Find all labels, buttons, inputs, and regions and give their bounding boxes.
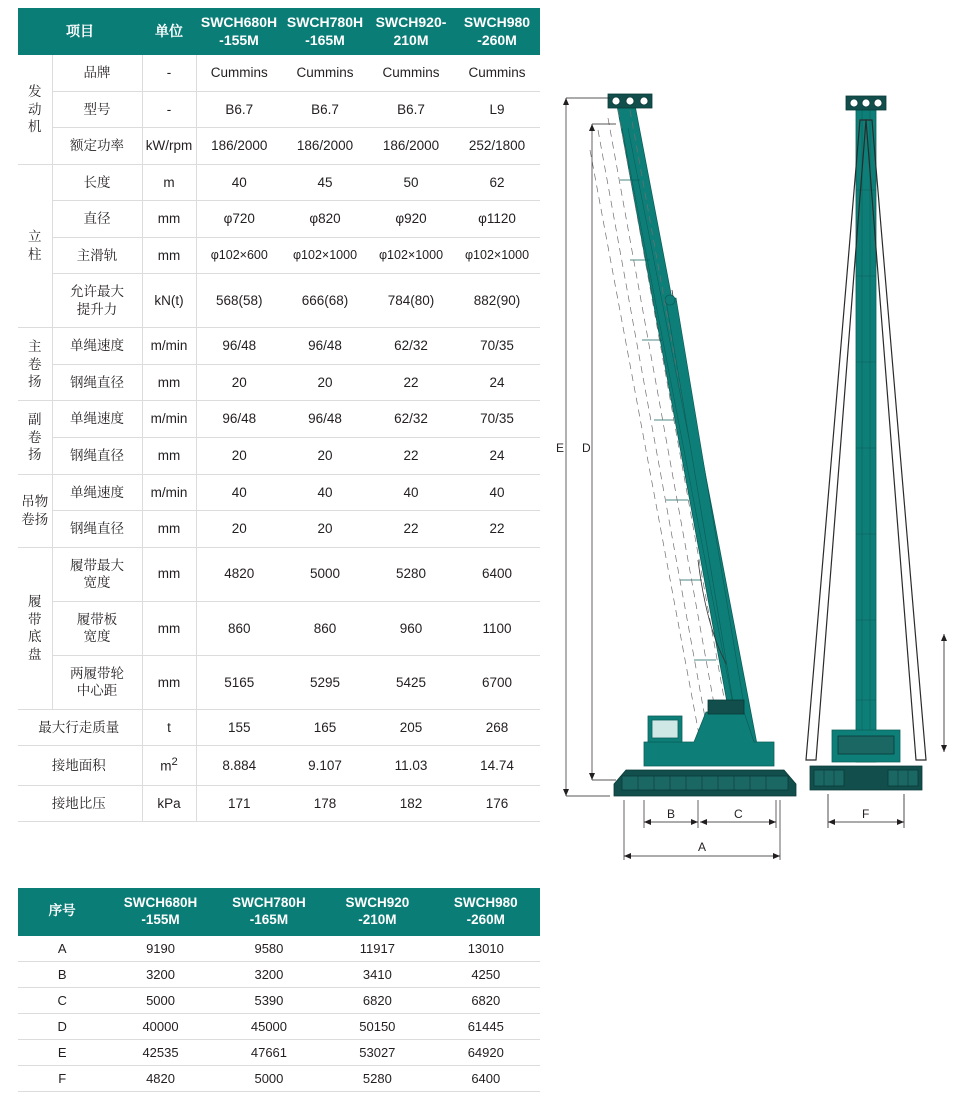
table-row: [18, 474, 540, 511]
group-label-mast: [18, 164, 52, 328]
row-value: 5295: [282, 655, 368, 709]
dimension-label-F: F: [862, 807, 870, 821]
row-value: B6.7: [282, 91, 368, 128]
row-value: 171: [196, 785, 282, 822]
header-model-4: [454, 8, 540, 55]
row-value: 178: [282, 785, 368, 822]
row-value: 24: [454, 438, 540, 475]
row-item: 最大行走质量: [18, 709, 142, 746]
group-char: 带: [28, 611, 42, 627]
dim-value: 42535: [106, 1039, 214, 1065]
row-unit: m: [142, 164, 196, 201]
row-value: 70/35: [454, 401, 540, 438]
dim-header-model-3-line1: SWCH920: [345, 895, 410, 910]
table-row: [18, 746, 540, 785]
row-item: 品牌: [52, 55, 142, 91]
table-row: [18, 547, 540, 601]
table-row: [18, 655, 540, 709]
dim-value: 45000: [215, 1013, 323, 1039]
group-char: 扬: [28, 447, 42, 463]
row-item-line2: 提升力: [76, 301, 118, 317]
dim-table-header: [18, 888, 540, 936]
side-view-mast: [608, 94, 760, 762]
table-row: [18, 709, 540, 746]
row-unit: mm: [142, 655, 196, 709]
row-value: 155: [196, 709, 282, 746]
row-item: 长度: [52, 164, 142, 201]
dim-header-model-3: [323, 888, 431, 936]
dim-header-model-1: [106, 888, 214, 936]
group-char: 盘: [28, 646, 42, 662]
row-item-line1: 履带最大: [70, 557, 124, 573]
row-value: 165: [282, 709, 368, 746]
row-value: 62/32: [368, 401, 454, 438]
dim-label: D: [18, 1013, 106, 1039]
row-value: 9.107: [282, 746, 368, 785]
dim-value: 5280: [323, 1065, 431, 1091]
group-char: 吊物: [21, 494, 49, 510]
table-row: [18, 237, 540, 274]
row-unit: mm: [142, 201, 196, 238]
dim-label: C: [18, 987, 106, 1013]
row-value: 24: [454, 364, 540, 401]
row-value: 96/48: [196, 401, 282, 438]
row-value: 860: [282, 601, 368, 655]
row-value: φ102×1000: [368, 237, 454, 274]
row-value: 5280: [368, 547, 454, 601]
dim-header-model-2-line1: SWCH780H: [232, 895, 306, 910]
table-row: [18, 1013, 540, 1039]
group-label-engine: [18, 55, 52, 164]
header-model-1-line1: SWCH680H: [200, 14, 278, 30]
header-model-2: [282, 8, 368, 55]
table-row: [18, 1039, 540, 1065]
row-value: φ102×1000: [282, 237, 368, 274]
row-item-line2: 宽度: [83, 575, 111, 591]
row-item: [52, 547, 142, 601]
row-value: 960: [368, 601, 454, 655]
dimension-label-A: A: [698, 840, 707, 854]
row-value: 5000: [282, 547, 368, 601]
row-unit: mm: [142, 601, 196, 655]
row-value: 20: [282, 438, 368, 475]
table-row: [18, 364, 540, 401]
dim-header-model-4-line1: SWCH980: [453, 895, 518, 910]
row-value: 22: [368, 438, 454, 475]
unit-base: m: [160, 758, 172, 774]
row-item: [52, 601, 142, 655]
row-item: 单绳速度: [52, 401, 142, 438]
row-item: 主滑轨: [52, 237, 142, 274]
group-char: 卷: [28, 429, 42, 445]
table-row: [18, 936, 540, 962]
group-label-hoist-winch: [18, 474, 52, 547]
row-item: 型号: [52, 91, 142, 128]
header-row: [18, 8, 540, 55]
group-char: 机: [28, 119, 42, 135]
row-unit: t: [142, 709, 196, 746]
dim-value: 11917: [323, 936, 431, 962]
specifications-table: [18, 8, 540, 822]
dim-value: 4820: [106, 1065, 214, 1091]
row-item-line2: 宽度: [83, 629, 111, 645]
dim-value: 6820: [323, 987, 431, 1013]
dimension-label-C: C: [734, 807, 743, 821]
table-row: [18, 55, 540, 91]
row-item: [52, 274, 142, 328]
dimension-label-B: B: [667, 807, 676, 821]
group-char: 主: [28, 339, 42, 355]
row-value: Cummins: [454, 55, 540, 91]
row-value: Cummins: [196, 55, 282, 91]
row-value: 11.03: [368, 746, 454, 785]
header-model-3-line1: SWCH920-: [375, 14, 447, 30]
row-item: 单绳速度: [52, 328, 142, 365]
row-value: B6.7: [196, 91, 282, 128]
row-unit: kW/rpm: [142, 128, 196, 165]
group-char: 扬: [28, 374, 42, 390]
row-item: 钢绳直径: [52, 364, 142, 401]
row-value: 860: [196, 601, 282, 655]
dim-header-model-2: [215, 888, 323, 936]
row-value: φ102×1000: [454, 237, 540, 274]
group-label-track-chassis: [18, 547, 52, 709]
row-value: 176: [454, 785, 540, 822]
row-unit: mm: [142, 547, 196, 601]
group-label-main-winch: [18, 328, 52, 401]
row-value: 22: [368, 511, 454, 548]
dim-header-model-4: [432, 888, 540, 936]
row-unit: -: [142, 91, 196, 128]
dim-value: 64920: [432, 1039, 540, 1065]
row-value: 40: [196, 164, 282, 201]
dim-value: 61445: [432, 1013, 540, 1039]
dim-value: 5000: [215, 1065, 323, 1091]
dim-value: 9190: [106, 936, 214, 962]
table-header: [18, 8, 540, 55]
row-item: 额定功率: [52, 128, 142, 165]
row-unit: m/min: [142, 328, 196, 365]
group-char: 底: [28, 629, 42, 645]
dim-value: 5390: [215, 987, 323, 1013]
group-char: 卷扬: [21, 511, 49, 527]
row-value: 5165: [196, 655, 282, 709]
row-value: 268: [454, 709, 540, 746]
machine-drawing: [548, 0, 960, 1093]
table-row: [18, 128, 540, 165]
row-value: 186/2000: [368, 128, 454, 165]
row-value: 252/1800: [454, 128, 540, 165]
dim-header-model-1-line1: SWCH680H: [123, 895, 198, 910]
row-unit: m/min: [142, 401, 196, 438]
row-value: 45: [282, 164, 368, 201]
table-row: [18, 961, 540, 987]
row-value: φ920: [368, 201, 454, 238]
dim-value: 47661: [215, 1039, 323, 1065]
table-row: [18, 164, 540, 201]
row-value: L9: [454, 91, 540, 128]
unit-exponent: 2: [171, 756, 178, 769]
group-char: 卷: [28, 356, 42, 372]
row-value: φ820: [282, 201, 368, 238]
header-model-1-line2: -155M: [219, 31, 259, 48]
row-value: 205: [368, 709, 454, 746]
row-value: 568(58): [196, 274, 282, 328]
dim-header-no: 序号: [18, 888, 106, 936]
row-value: 20: [282, 511, 368, 548]
table-row: [18, 511, 540, 548]
dimension-label-D: D: [582, 441, 591, 455]
row-value: 40: [196, 474, 282, 511]
row-value: 96/48: [282, 328, 368, 365]
dim-value: 13010: [432, 936, 540, 962]
row-item: 单绳速度: [52, 474, 142, 511]
row-unit: kPa: [142, 785, 196, 822]
header-row: [18, 888, 540, 936]
dim-value: 40000: [106, 1013, 214, 1039]
group-char: 副: [28, 412, 42, 428]
table-row: [18, 91, 540, 128]
row-unit: mm: [142, 511, 196, 548]
table-row: [18, 785, 540, 822]
row-value: φ720: [196, 201, 282, 238]
row-value: 22: [454, 511, 540, 548]
header-model-4-line1: SWCH980: [463, 14, 531, 30]
row-value: 186/2000: [196, 128, 282, 165]
row-item-line1: 履带板: [76, 611, 118, 627]
row-value: 96/48: [196, 328, 282, 365]
dim-value: 50150: [323, 1013, 431, 1039]
row-unit: -: [142, 55, 196, 91]
header-model-1: [196, 8, 282, 55]
row-value: 22: [368, 364, 454, 401]
group-char: 发: [28, 84, 42, 99]
dimensions-table: [18, 888, 540, 1092]
table-row: [18, 274, 540, 328]
dim-header-model-3-line2: -210M: [358, 911, 397, 927]
row-value: 62/32: [368, 328, 454, 365]
dim-header-model-4-line2: -260M: [466, 911, 505, 927]
row-value: 62: [454, 164, 540, 201]
row-value: 182: [368, 785, 454, 822]
row-value: φ1120: [454, 201, 540, 238]
row-unit: mm: [142, 438, 196, 475]
row-item: [52, 655, 142, 709]
group-char: 动: [28, 101, 42, 117]
row-value: 6700: [454, 655, 540, 709]
row-value: 40: [454, 474, 540, 511]
dim-value: 53027: [323, 1039, 431, 1065]
row-unit: [142, 746, 196, 785]
row-item: 钢绳直径: [52, 438, 142, 475]
row-unit: kN(t): [142, 274, 196, 328]
header-item: 项目: [18, 8, 142, 55]
dim-value: 5000: [106, 987, 214, 1013]
row-value: B6.7: [368, 91, 454, 128]
dim-value: 9580: [215, 936, 323, 962]
row-value: 6400: [454, 547, 540, 601]
group-char: 柱: [28, 247, 42, 262]
row-value: 20: [282, 364, 368, 401]
header-unit: 单位: [142, 8, 196, 55]
dim-label: F: [18, 1065, 106, 1091]
row-item-line1: 两履带轮: [70, 665, 124, 681]
row-value: Cummins: [282, 55, 368, 91]
group-char: 履: [28, 594, 42, 610]
row-value: Cummins: [368, 55, 454, 91]
dim-value: 6400: [432, 1065, 540, 1091]
row-value: 70/35: [454, 328, 540, 365]
specifications-table-container: [18, 8, 540, 822]
row-value: 40: [368, 474, 454, 511]
header-model-2-line1: SWCH780H: [286, 14, 364, 30]
header-model-3: [368, 8, 454, 55]
row-item-line2: 中心距: [76, 683, 118, 699]
row-value: 4820: [196, 547, 282, 601]
dim-value: 6820: [432, 987, 540, 1013]
side-view-crawler: [614, 770, 796, 796]
group-label-aux-winch: [18, 401, 52, 474]
row-item: 直径: [52, 201, 142, 238]
table-row: [18, 328, 540, 365]
dim-table-body: [18, 936, 540, 1092]
row-value: 882(90): [454, 274, 540, 328]
row-value: 20: [196, 511, 282, 548]
row-value: 14.74: [454, 746, 540, 785]
dim-label: B: [18, 961, 106, 987]
row-unit: mm: [142, 364, 196, 401]
dimension-label-E: E: [556, 441, 565, 455]
table-row: [18, 401, 540, 438]
table-body: [18, 55, 540, 822]
group-char: 立: [28, 229, 42, 245]
row-value: 186/2000: [282, 128, 368, 165]
row-value: 20: [196, 438, 282, 475]
row-item: 接地面积: [18, 746, 142, 785]
row-value: 8.884: [196, 746, 282, 785]
dim-header-model-2-line2: -165M: [249, 911, 289, 927]
row-value: 20: [196, 364, 282, 401]
dim-value: 4250: [432, 961, 540, 987]
table-row: [18, 201, 540, 238]
dim-value: 3200: [106, 961, 214, 987]
row-item: 钢绳直径: [52, 511, 142, 548]
row-value: 5425: [368, 655, 454, 709]
row-value: 1100: [454, 601, 540, 655]
row-value: 784(80): [368, 274, 454, 328]
table-row: [18, 601, 540, 655]
row-value: φ102×600: [196, 237, 282, 274]
row-value: 40: [282, 474, 368, 511]
dim-value: 3200: [215, 961, 323, 987]
table-row: [18, 438, 540, 475]
header-model-4-line2: -260M: [477, 31, 517, 48]
row-item: 接地比压: [18, 785, 142, 822]
table-row: [18, 987, 540, 1013]
row-value: 50: [368, 164, 454, 201]
dim-header-model-1-line2: -155M: [141, 911, 180, 927]
dim-value: 3410: [323, 961, 431, 987]
front-view: [806, 96, 947, 828]
header-model-2-line2: -165M: [305, 31, 345, 48]
row-value: 666(68): [282, 274, 368, 328]
dim-label: E: [18, 1039, 106, 1065]
dimensions-table-container: [18, 888, 540, 1092]
row-value: 96/48: [282, 401, 368, 438]
table-row: [18, 1065, 540, 1091]
row-unit: mm: [142, 237, 196, 274]
row-unit: m/min: [142, 474, 196, 511]
dim-label: A: [18, 936, 106, 962]
header-model-3-line2: 210M: [393, 31, 429, 48]
row-item-line1: 允许最大: [70, 284, 124, 300]
